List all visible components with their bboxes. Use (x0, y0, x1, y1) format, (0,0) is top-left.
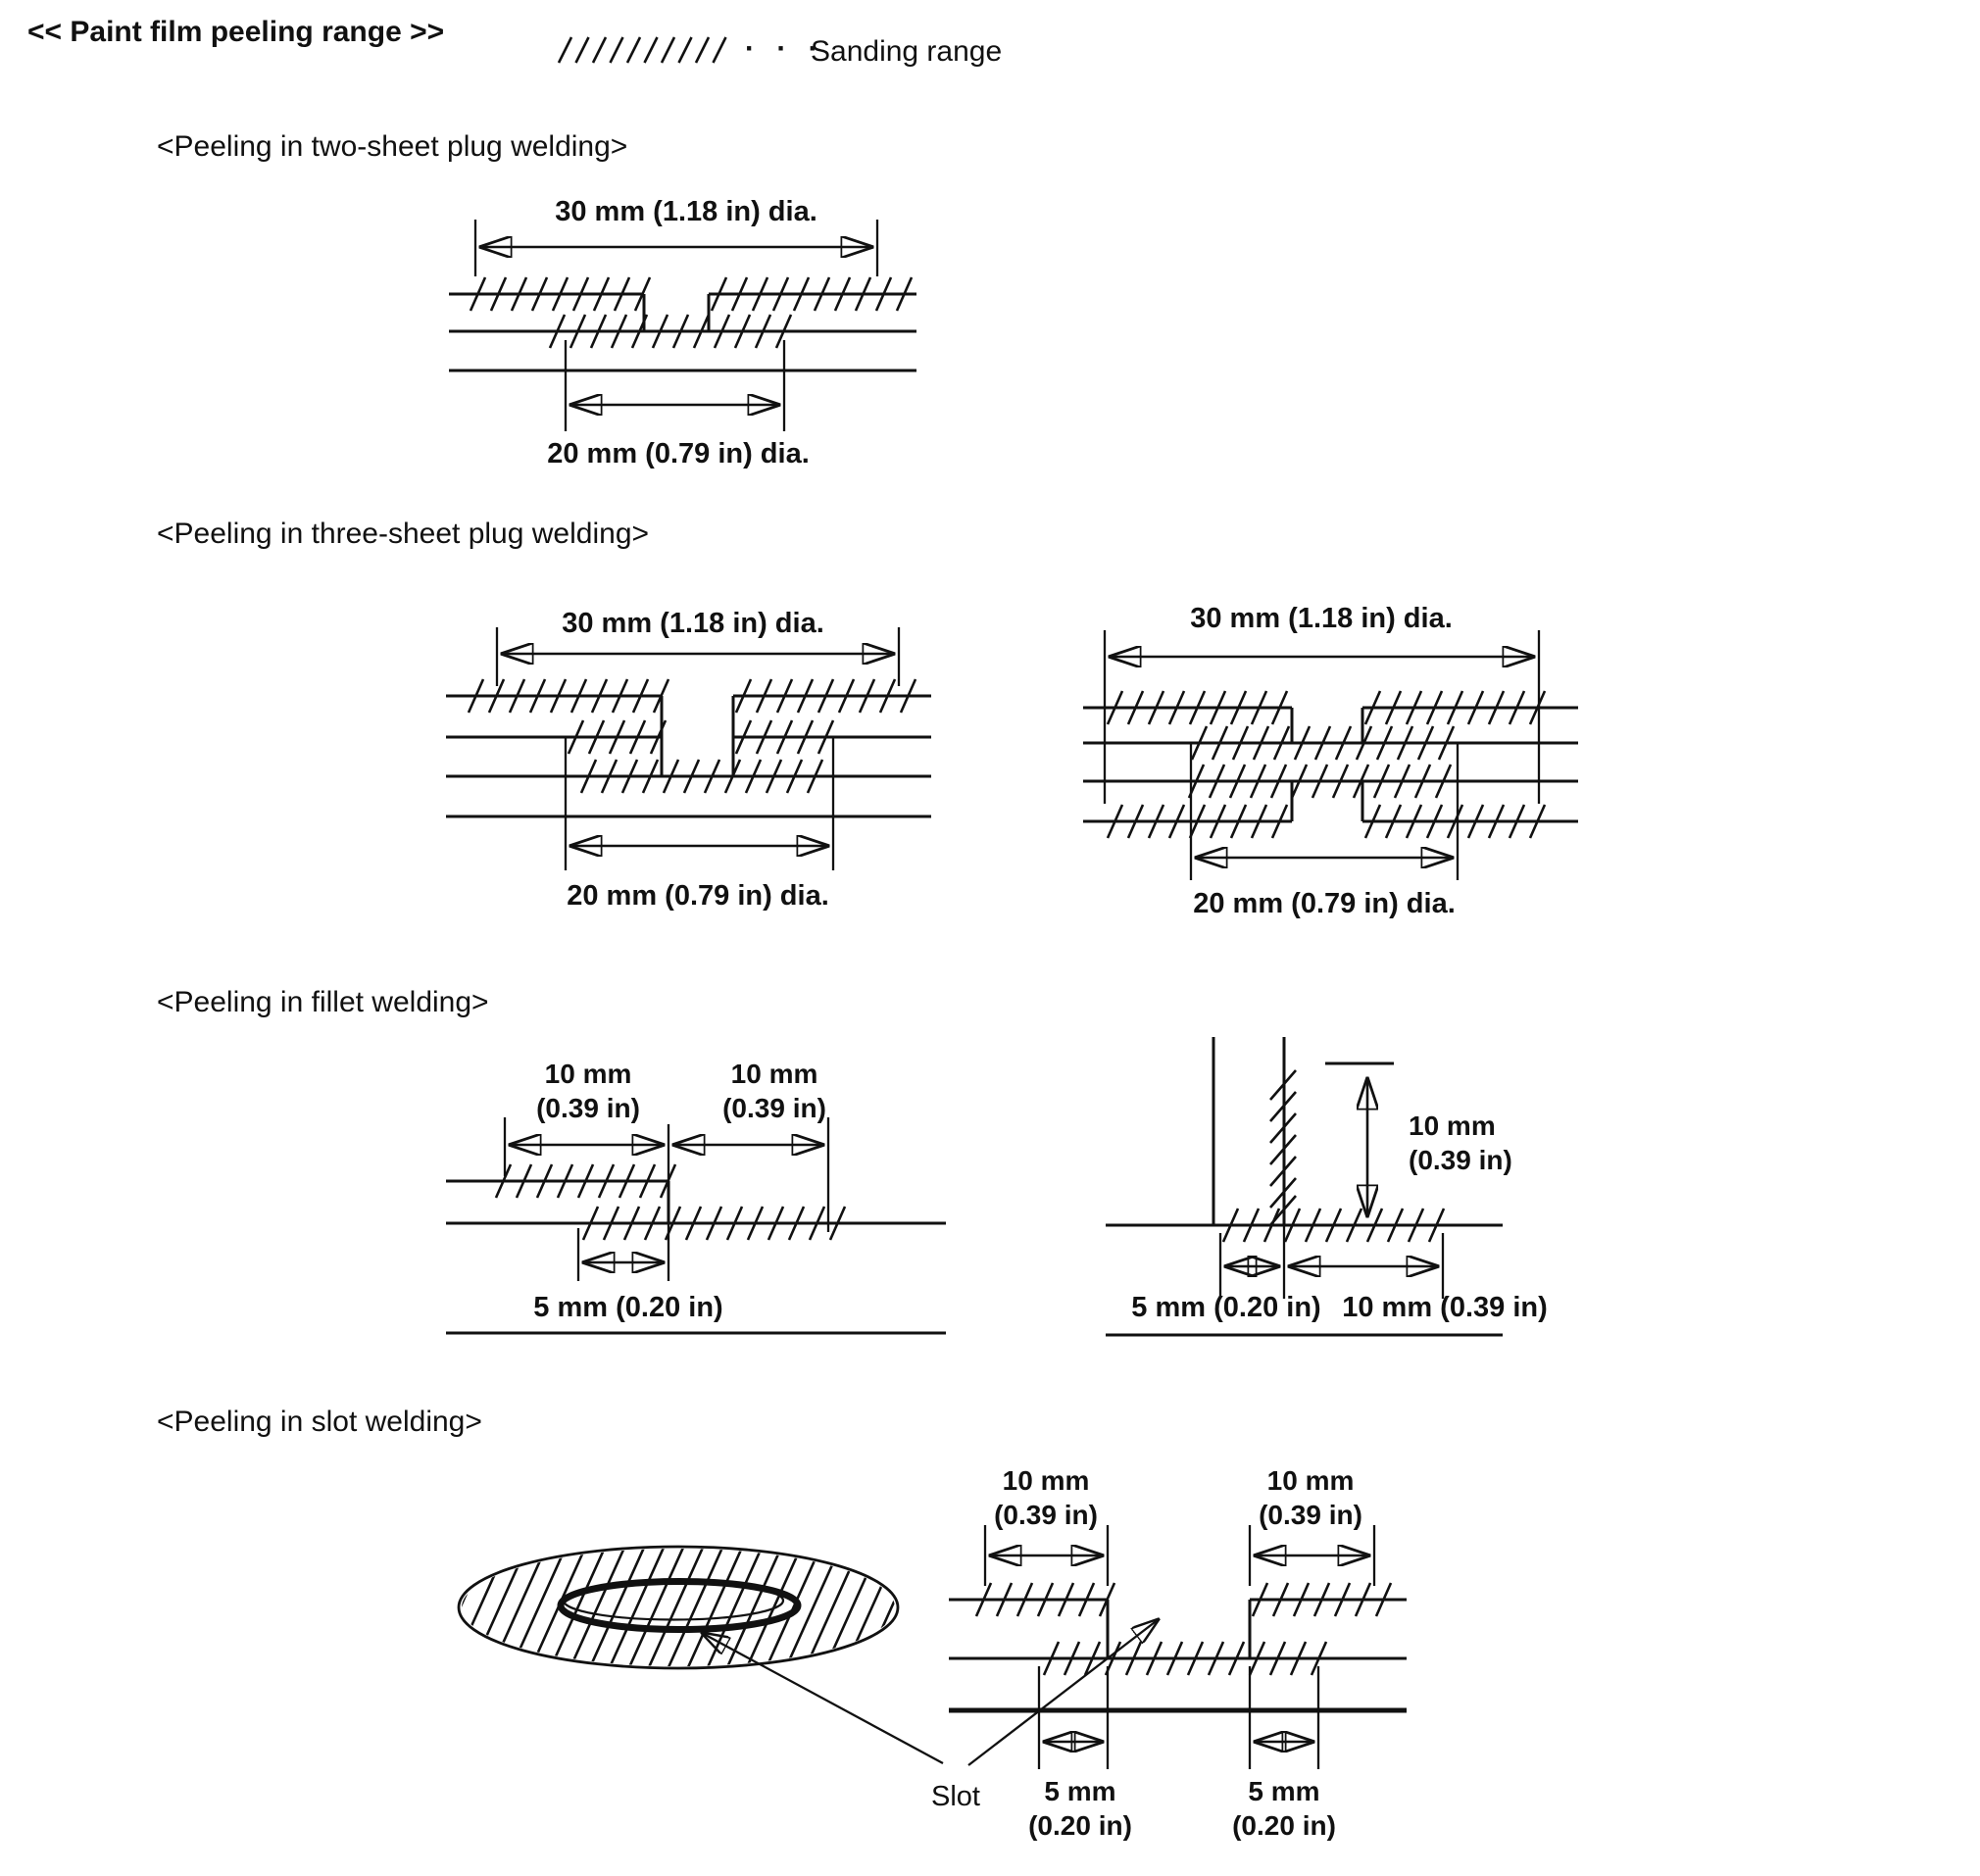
dim-label-10mm-fillet-right: 10 mm (0.39 in) (1342, 1292, 1548, 1323)
dim-label-5mm-fillet-right: 5 mm (0.20 in) (1131, 1292, 1321, 1323)
three-sheet-plug-diagram-right (1083, 630, 1578, 880)
dim-label-10mm-slot-left: 10 mm (0.39 in) (994, 1465, 1098, 1530)
dim-label-10mm-fillet-left-b: 10 mm (0.39 in) (722, 1059, 826, 1123)
slot-cross-section (949, 1525, 1407, 1769)
dim-label-10mm-slot-right: 10 mm (0.39 in) (1259, 1465, 1362, 1530)
section-title-three-sheet: <Peeling in three-sheet plug welding> (157, 518, 650, 550)
legend-dots: · · · (745, 32, 825, 65)
dim-label-10mm-fillet-left-a: 10 mm (0.39 in) (536, 1059, 640, 1123)
legend-label: Sanding range (811, 35, 1003, 68)
dim-label-20mm-three-sheet-left: 20 mm (0.79 in) dia. (567, 880, 829, 912)
dim-label-5mm-slot-right: 5 mm (0.20 in) (1232, 1776, 1336, 1841)
sanding-hatch-swatch (559, 37, 726, 63)
section-title-slot: <Peeling in slot welding> (157, 1406, 482, 1438)
dim-label-5mm-fillet-left: 5 mm (0.20 in) (533, 1292, 723, 1323)
dim-label-10mm-fillet-right-vertical: 10 mm (0.39 in) (1409, 1111, 1512, 1175)
three-sheet-plug-diagram-left (446, 627, 931, 870)
dim-label-20mm-three-sheet-right: 20 mm (0.79 in) dia. (1193, 888, 1456, 919)
page-title: << Paint film peeling range >> (27, 16, 445, 48)
fillet-diagram-right (1106, 1037, 1503, 1335)
two-sheet-plug-diagram (449, 220, 916, 431)
slot-callout-label: Slot (931, 1781, 980, 1812)
dim-label-30mm-two-sheet: 30 mm (1.18 in) dia. (555, 196, 817, 227)
dim-label-30mm-three-sheet-right: 30 mm (1.18 in) dia. (1190, 603, 1453, 634)
dim-label-5mm-slot-left: 5 mm (0.20 in) (1028, 1776, 1132, 1841)
section-title-two-sheet: <Peeling in two-sheet plug welding> (157, 130, 628, 163)
dim-label-20mm-two-sheet: 20 mm (0.79 in) dia. (547, 438, 810, 469)
slot-leader-arrow-right (968, 1619, 1159, 1765)
section-title-fillet: <Peeling in fillet welding> (157, 986, 489, 1018)
slot-ellipse-figure (429, 1539, 1159, 1765)
dim-label-30mm-three-sheet-left: 30 mm (1.18 in) dia. (562, 608, 824, 639)
